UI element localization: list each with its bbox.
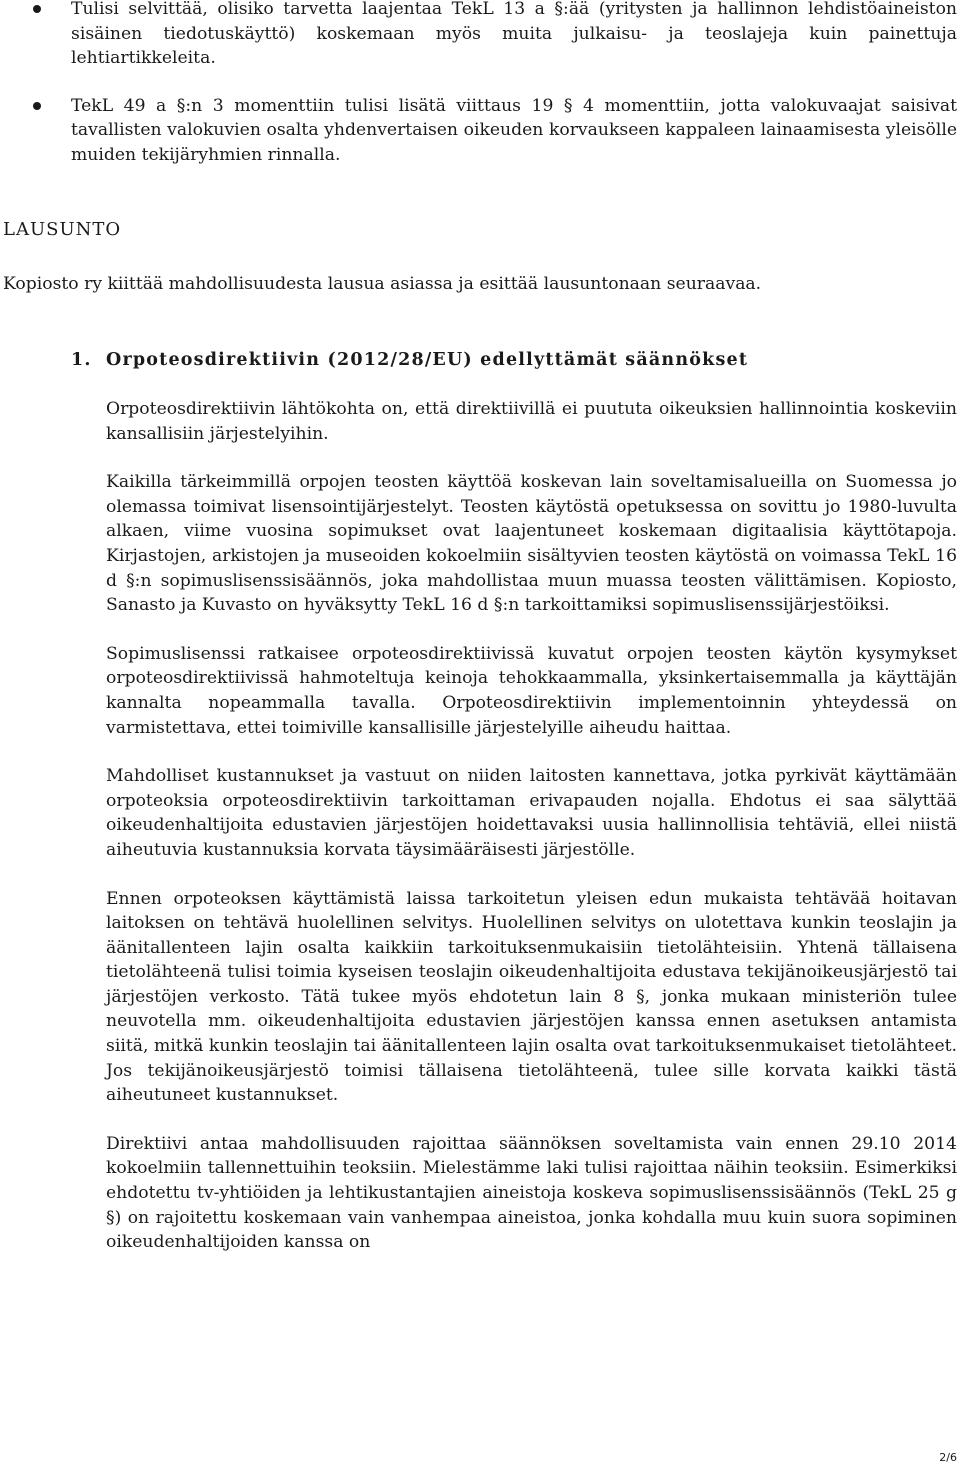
section-title: Orpoteosdirektiivin (2012/28/EU) edellyttämät säännökset	[106, 350, 749, 370]
body-paragraph: Direktiivi antaa mahdollisuuden rajoittaa säännöksen soveltamista vain ennen 29.10 2014 kokoelmiin tallennettuihin teoksiin. Mielestämme laki tulisi rajoittaa näihin teoksiin. Esimerkiksi ehdotettu tv-yhtiöiden ja lehtikustantajien aineistoja koskeva sopimuslisenssisäännös (TekL 25 g §) on rajoitettu koskemaan vain vanhempaa aineistoa, jonka kohdalla muu kuin suora sopiminen oikeudenhaltijoiden kanssa on	[106, 1133, 957, 1253]
bullet-list	[0, 0, 960, 168]
body-paragraph: Ennen orpoteoksen käyttämistä laissa tarkoitetun yleisen edun mukaista tehtävää hoitavan laitoksen on tehtävä huolellinen selvitys. Huolellinen selvitys on ulotettava kunkin teoslajin ja äänitallenteen lajin osalta kaikkiin tarkoituksenmukaisiin tietolähteisiin. Yhtenä tällaisena tietolähteenä tulisi toimia kyseisen teoslajin oikeudenhaltijoita edustava tekijänoikeusjärjestö tai järjestöjen verkosto. Tätä tukee myös ehdotetun lain 8 §, jonka mukaan ministeriön tulee neuvotella mm. oikeudenhaltijoita edustavien järjestöjen kanssa ennen asetuksen antamista siitä, mitkä kunkin teoslajin tai äänitallenteen lajin osalta ovat tarkoituksenmukaiset tietolähteet. Jos tekijänoikeusjärjestö toimisi tällaisena tietolähteenä, tulee sille korvata kaikki tästä aiheutuneet kustannukset.	[106, 888, 957, 1106]
section-number: 1.	[71, 350, 92, 370]
section-heading	[71, 348, 748, 373]
section-body	[106, 397, 957, 1255]
body-paragraph: Orpoteosdirektiivin lähtökohta on, että direktiivillä ei puututa oikeuksien hallinnointia koskeviin kansallisiin järjestelyihin.	[106, 399, 957, 444]
page-number: 2/6	[939, 1451, 957, 1464]
bullet-item	[0, 94, 960, 168]
bullet-icon	[33, 5, 41, 13]
body-paragraph: Mahdolliset kustannukset ja vastuut on niiden laitosten kannettava, jotka pyrkivät käyttämään orpoteoksia orpoteosdirektiivin tarkoittaman erivapauden nojalla. Ehdotus ei saa sälyttää oikeudenhaltijoita edustavien järjestöjen hoidettavaksi uusia hallinnollisia tehtäviä, ellei niistä aiheutuvia kustannuksia korvata täysimääräisesti järjestölle.	[106, 766, 957, 860]
bullet-item	[0, 0, 960, 71]
bullet-icon	[33, 102, 41, 110]
lausunto-heading: LAUSUNTO	[3, 219, 122, 240]
intro-paragraph: Kopiosto ry kiittää mahdollisuudesta lausua asiassa ja esittää lausuntonaan seuraavaa.	[3, 274, 762, 294]
bullet-text: Tulisi selvittää, olisiko tarvetta laajentaa TekL 13 a §:ää (yritysten ja hallinnon lehdistöaineiston sisäinen tiedotuskäyttö) koskemaan myös muita julkaisu- ja teoslajeja kuin painettuja lehtiartikkeleita.	[71, 0, 957, 69]
body-paragraph: Sopimuslisenssi ratkaisee orpoteosdirektiivissä kuvatut orpojen teosten käytön kysymykset orpoteosdirektiivissä hahmoteltuja keinoja tehokkaammalla, yksinkertaisemmalla ja käyttäjän kannalta nopeammalla tavalla. Orpoteosdirektiivin implementoinnin yhteydessä on varmistettava, ettei toimiville kansallisille järjestelyille aiheudu haittaa.	[106, 643, 957, 738]
bullet-text: TekL 49 a §:n 3 momenttiin tulisi lisätä viittaus 19 § 4 momenttiin, jotta valokuvaajat saisivat tavallisten valokuvien osalta yhdenvertaisen oikeuden korvaukseen kappaleen lainaamisesta yleisölle muiden tekijäryhmien rinnalla.	[71, 95, 957, 165]
body-paragraph: Kaikilla tärkeimmillä orpojen teosten käyttöä koskevan lain soveltamisalueilla on Suomessa jo olemassa toimivat lisensointijärjestelyt. Teosten käytöstä opetuksessa on sovittu jo 1980-luvulta alkaen, viime vuosina sopimukset ovat laajentuneet koskemaan digitaalisia käyttötapoja. Kirjastojen, arkistojen ja museoiden kokoelmiin sisältyvien teosten käytöstä on voimassa TekL 16 d §:n sopimuslisenssisäännös, joka mahdollistaa muun muassa teosten välittämisen. Kopiosto, Sanasto ja Kuvasto on hyväksytty TekL 16 d §:n tarkoittamiksi sopimuslisenssijärjestöiksi.	[106, 472, 957, 616]
